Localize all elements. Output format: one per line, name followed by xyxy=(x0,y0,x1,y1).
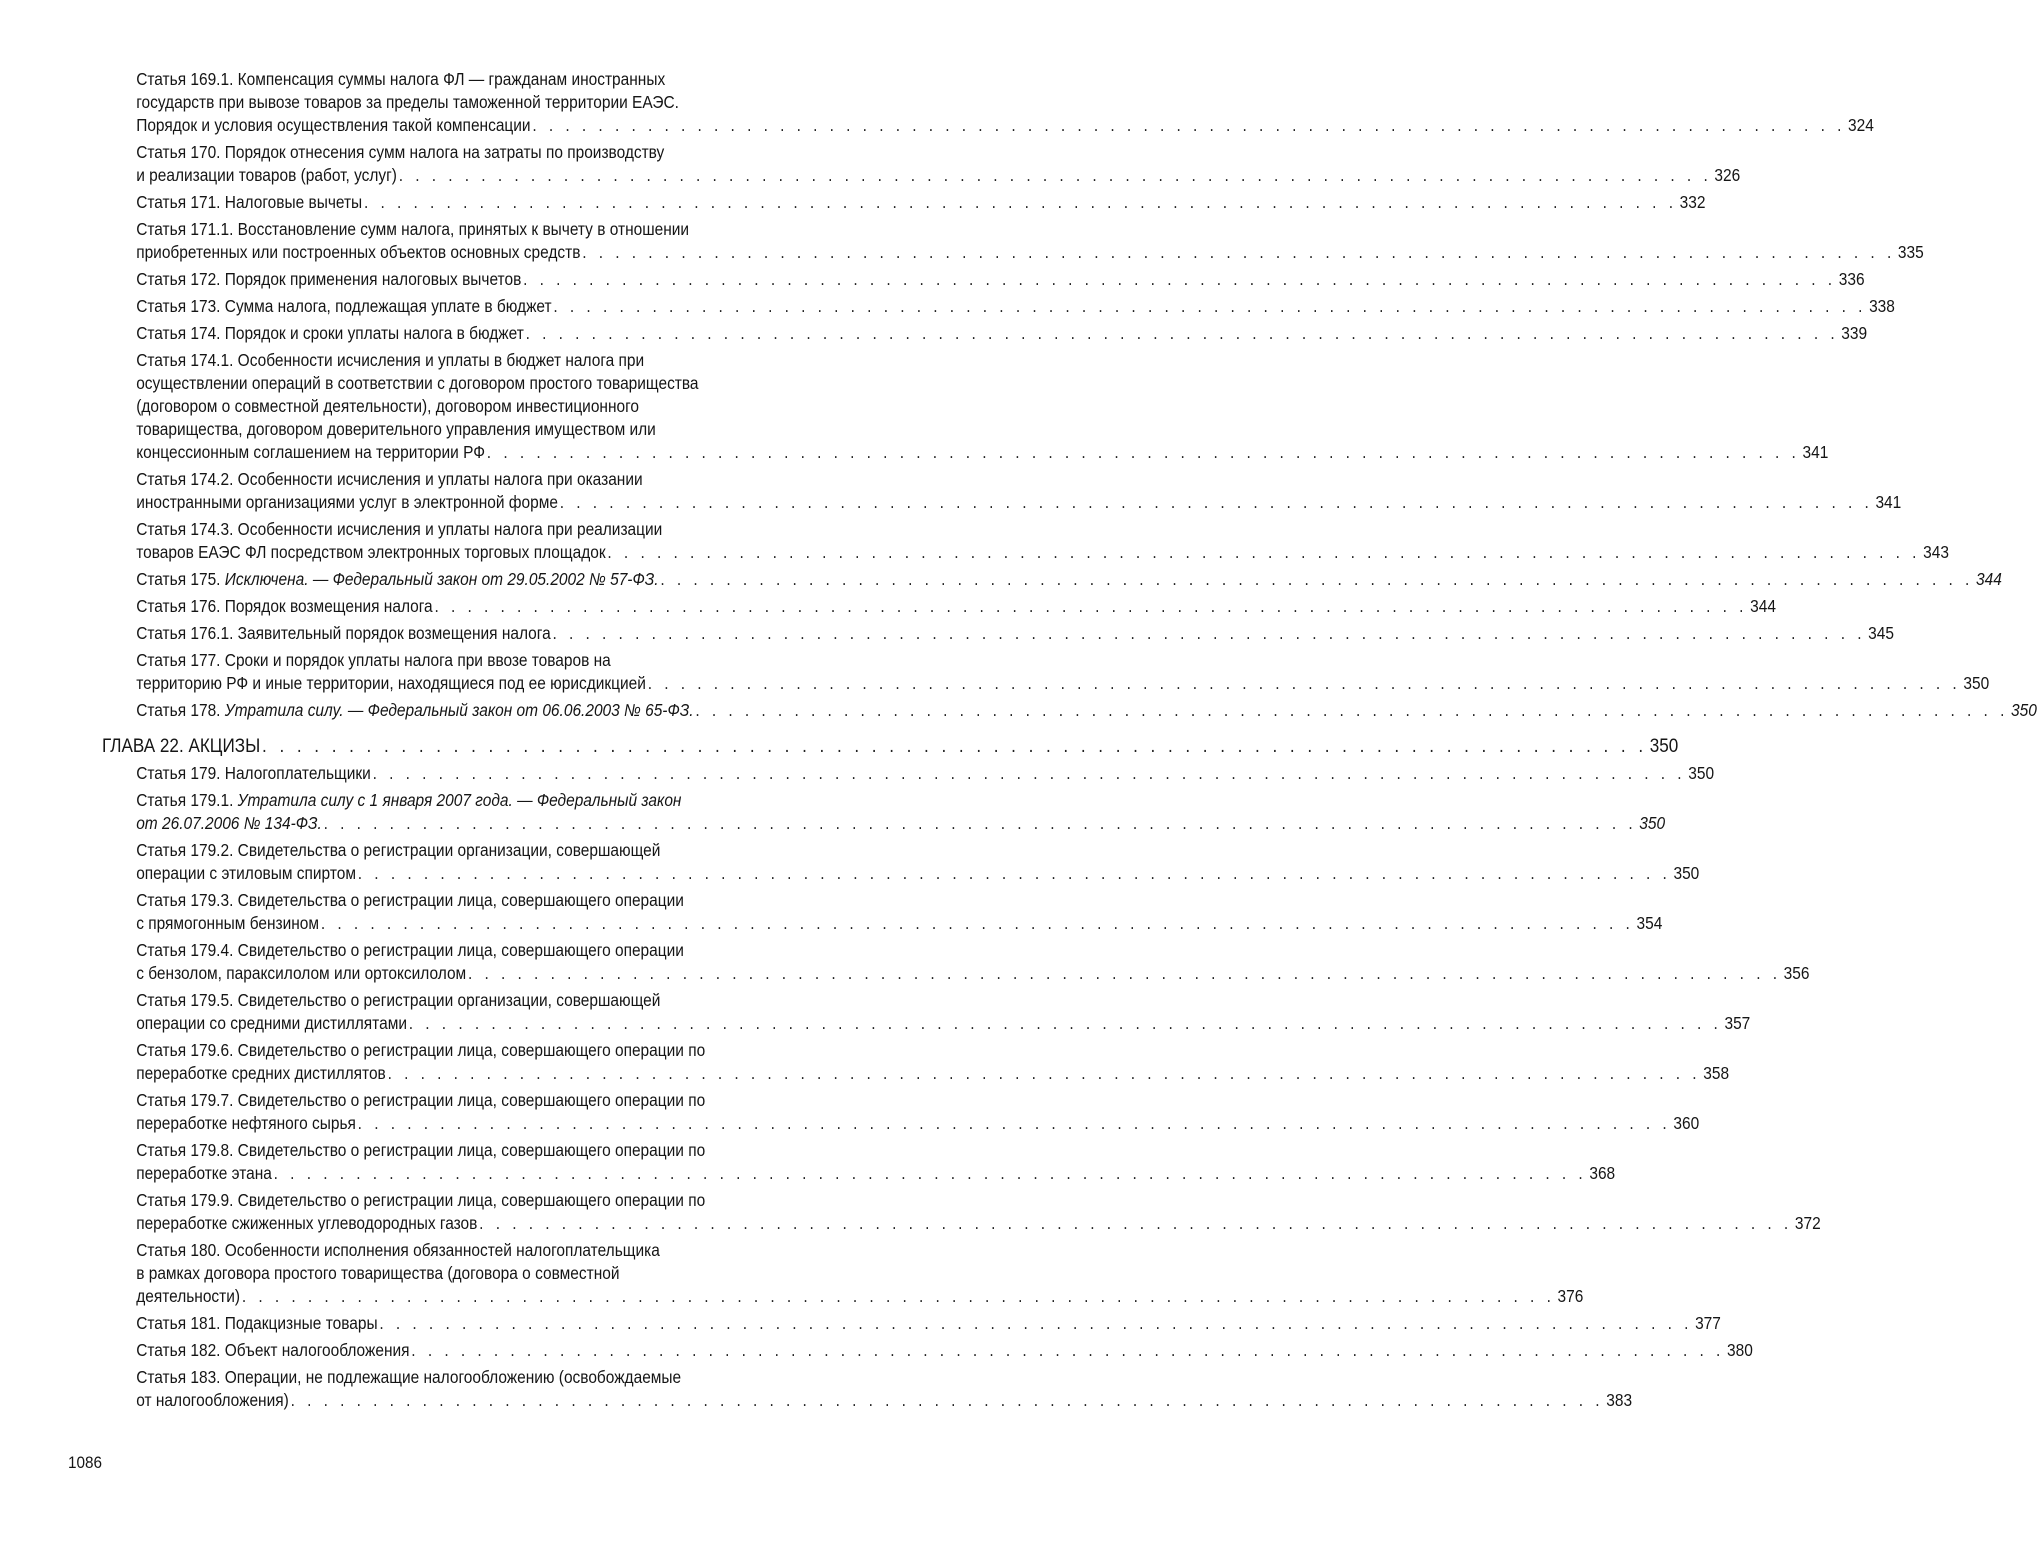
toc-entry xyxy=(102,218,1924,264)
dot-leader: . . . . . . . . . . . . . . . . . . . . . . . . . . . . . . . . . . . . . . . . . . . . . . . . . . . . . . . . . . . . . . . . . . . . . . . . . . . . . . . . xyxy=(525,323,1839,343)
dot-leader: . . . . . . . . . . . . . . . . . . . . . . . . . . . . . . . . . . . . . . . . . . . . . . . . . . . . . . . . . . . . . . . . . . . . . . . . . . . . . . . . xyxy=(434,596,1748,616)
toc-entry-text: Статья 179.6. Свидетельство о регистрации лица, совершающего операции по xyxy=(136,1040,706,1060)
toc-entry xyxy=(102,1339,1753,1362)
toc-entry-line xyxy=(136,349,908,372)
toc-entry-line xyxy=(136,91,908,114)
toc-entry-last-line xyxy=(136,1339,1753,1362)
toc-entry-text: Статья 179.3. Свидетельства о регистрации лица, совершающего операции xyxy=(136,890,684,910)
toc-entry-text: от налогообложения) xyxy=(136,1390,289,1410)
toc-entry-line xyxy=(136,989,908,1012)
toc-page-number: 345 xyxy=(1868,623,1894,643)
toc-page-number: 357 xyxy=(1724,1013,1751,1033)
toc-entry-text: с бензолом, параксилолом или ортоксилолом xyxy=(136,963,467,983)
toc-entry-text: с прямогонным бензином xyxy=(136,913,320,933)
toc-entry-text: Статья 182. Объект налогообложения xyxy=(136,1340,410,1360)
toc-entry-line xyxy=(136,141,908,164)
toc-entry-text: Статья 179.8. Свидетельство о регистрации лица, совершающего операции по xyxy=(136,1140,706,1160)
toc-entry-last-line xyxy=(136,295,1895,318)
toc-page-number: 360 xyxy=(1673,1113,1700,1133)
toc-entry-text: приобретенных или построенных объектов основных средств xyxy=(136,242,581,262)
toc-page-number: 343 xyxy=(1923,542,1949,562)
toc-entry-last-line xyxy=(136,1112,1700,1135)
toc-entry xyxy=(102,939,1810,985)
dot-leader: . . . . . . . . . . . . . . . . . . . . . . . . . . . . . . . . . . . . . . . . . . . . . . . . . . . . . . . . . . . . . . . . . . . . . . . . . . . . . . . . xyxy=(357,863,1671,883)
toc-page-number: 377 xyxy=(1695,1313,1721,1333)
dot-leader: . . . . . . . . . . . . . . . . . . . . . . . . . . . . . . . . . . . . . . . . . . . . . . . . . . . . . . . . . . . . . . . . . . . . . . . . . . . . . . . . xyxy=(320,913,1634,933)
toc-entry-last-line xyxy=(136,862,1700,885)
dot-leader: . . . . . . . . . . . . . . . . . . . . . . . . . . . . . . . . . . . . . . . . . . . . . . . . . . . . . . . . . . . . . . . . . . . . . . . . . . . . . . . . xyxy=(523,269,1837,289)
toc-entry-text: Статья 181. Подакцизные товары xyxy=(136,1313,378,1333)
toc-entry-text: Статья 171. Налоговые вычеты xyxy=(136,192,363,212)
toc-entry-line xyxy=(136,468,908,491)
toc-entry xyxy=(102,889,1663,935)
toc-entry-text: Статья 177. Сроки и порядок уплаты налога при ввозе товаров на xyxy=(136,650,611,670)
toc-entry-text: иностранными организациями услуг в электронной форме xyxy=(136,492,558,512)
toc-entry-text: и реализации товаров (работ, услуг) xyxy=(136,165,397,185)
toc-entry-last-line xyxy=(136,164,1741,187)
toc-entry-last-line xyxy=(136,622,1894,645)
toc-entry-text: Статья 174.2. Особенности исчисления и уплаты налога при оказании xyxy=(136,469,643,489)
toc-entry-last-line xyxy=(136,812,1666,835)
toc-page-number: 350 xyxy=(1649,736,1679,757)
toc-entry-last-line xyxy=(136,912,1663,935)
toc-entry-line xyxy=(136,1089,908,1112)
toc-page-number: 338 xyxy=(1869,296,1895,316)
toc-entry-text: Статья 174. Порядок и сроки уплаты налога в бюджет xyxy=(136,323,524,343)
toc-page-number: 339 xyxy=(1841,323,1868,343)
toc-page-number: 350 xyxy=(2011,700,2037,720)
toc-entry xyxy=(102,191,1706,214)
toc-entry-last-line xyxy=(136,1285,1584,1308)
toc-entry-text: переработке средних дистиллятов xyxy=(136,1063,386,1083)
toc-entry-text: Порядок и условия осуществления такой компенсации xyxy=(136,115,531,135)
toc-entry-text: товарищества, договором доверительного управления имуществом или xyxy=(136,419,656,439)
toc-entry-last-line xyxy=(136,491,1902,514)
toc-entry-last-line xyxy=(136,114,1874,137)
toc-entry-text: (договором о совместной деятельности), договором инвестиционного xyxy=(136,396,640,416)
page-number: 1086 xyxy=(68,1453,103,1472)
toc-entry-text: операции со средними дистиллятами xyxy=(136,1013,407,1033)
toc-page-number: 354 xyxy=(1636,913,1663,933)
toc-entry xyxy=(102,268,1865,291)
toc-entry-last-line xyxy=(136,672,1990,695)
dot-leader: . . . . . . . . . . . . . . . . . . . . . . . . . . . . . . . . . . . . . . . . . . . . . . . . . . . . . . . . . . . . . . . . . . . . . . . . . . . . . . . . xyxy=(262,736,1648,757)
toc-page-number: 341 xyxy=(1875,492,1902,512)
toc-entry-line xyxy=(136,1039,908,1062)
toc-entry-text: Статья 171.1. Восстановление сумм налога, принятых к вычету в отношении xyxy=(136,219,690,239)
toc-entry xyxy=(102,1239,1584,1308)
dot-leader: . . . . . . . . . . . . . . . . . . . . . . . . . . . . . . . . . . . . . . . . . . . . . . . . . . . . . . . . . . . . . . . . . . . . . . . . . . . . . . . . xyxy=(607,542,1921,562)
toc-entry-text: ГЛАВА 22. АКЦИЗЫ xyxy=(102,736,261,757)
toc-entry xyxy=(102,595,1776,618)
toc-entry-text: в рамках договора простого товарищества (договора о совместной xyxy=(136,1263,620,1283)
toc-page-number: 324 xyxy=(1848,115,1874,135)
dot-leader: . . . . . . . . . . . . . . . . . . . . . . . . . . . . . . . . . . . . . . . . . . . . . . . . . . . . . . . . . . . . . . . . . . . . . . . . . . . . . . . . xyxy=(559,492,1873,512)
toc-entry-text: Статья 176.1. Заявительный порядок возмещения налога xyxy=(136,623,551,643)
toc-entry-prefix: Статья 179.1. xyxy=(136,790,238,810)
dot-leader: . . . . . . . . . . . . . . . . . . . . . . . . . . . . . . . . . . . . . . . . . . . . . . . . . . . . . . . . . . . . . . . . . . . . . . . . . . . . . . . . xyxy=(479,1213,1793,1233)
toc-entry xyxy=(102,622,1894,645)
dot-leader: . . . . . . . . . . . . . . . . . . . . . . . . . . . . . . . . . . . . . . . . . . . . . . . . . . . . . . . . . . . . . . . . . . . . . . . . . . . . . . . . xyxy=(467,963,1781,983)
table-of-contents xyxy=(102,68,2037,1416)
toc-entry-text: Статья 174.1. Особенности исчисления и уплаты в бюджет налога при xyxy=(136,350,645,370)
toc-entry-text: Статья 180. Особенности исполнения обязанностей налогоплательщика xyxy=(136,1240,660,1260)
toc-page-number: 350 xyxy=(1639,813,1666,833)
toc-entry-last-line xyxy=(136,1389,1633,1412)
toc-entry-text: Статья 179.2. Свидетельства о регистрации организации, совершающей xyxy=(136,840,661,860)
toc-page-number: 350 xyxy=(1688,763,1715,783)
toc-entry-last-line xyxy=(102,735,1679,758)
toc-entry-text: Статья 179.4. Свидетельство о регистрации лица, совершающего операции xyxy=(136,940,684,960)
toc-entry-line xyxy=(136,395,908,418)
dot-leader: . . . . . . . . . . . . . . . . . . . . . . . . . . . . . . . . . . . . . . . . . . . . . . . . . . . . . . . . . . . . . . . . . . . . . . . . . . . . . . . . xyxy=(357,1113,1671,1133)
toc-page-number: 344 xyxy=(1750,596,1776,616)
dot-leader: . . . . . . . . . . . . . . . . . . . . . . . . . . . . . . . . . . . . . . . . . . . . . . . . . . . . . . . . . . . . . . . . . . . . . . . . . . . . . . . . xyxy=(363,192,1677,212)
toc-entry-text: территорию РФ и иные территории, находящиеся под ее юрисдикцией xyxy=(136,673,646,693)
dot-leader: . . . . . . . . . . . . . . . . . . . . . . . . . . . . . . . . . . . . . . . . . . . . . . . . . . . . . . . . . . . . . . . . . . . . . . . . . . . . . . . . xyxy=(290,1390,1604,1410)
dot-leader: . . . . . . . . . . . . . . . . . . . . . . . . . . . . . . . . . . . . . . . . . . . . . . . . . . . . . . . . . . . . . . . . . . . . . . . . . . . . . . . . xyxy=(553,296,1867,316)
toc-entry xyxy=(102,1366,1633,1412)
toc-entry-text: Утратила силу с 1 января 2007 года. — Федеральный закон xyxy=(237,790,682,810)
toc-entry-text: Статья 179.7. Свидетельство о регистрации лица, совершающего операции по xyxy=(136,1090,706,1110)
toc-entry xyxy=(102,518,1949,564)
toc-entry-line xyxy=(136,649,908,672)
toc-entry xyxy=(102,322,1868,345)
toc-entry-last-line xyxy=(136,268,1865,291)
toc-page-number: 368 xyxy=(1589,1163,1616,1183)
toc-entry-text: Утратила силу. — Федеральный закон от 06.06.2003 № 65-ФЗ. xyxy=(224,700,694,720)
toc-entry xyxy=(102,989,1751,1035)
toc-entry-last-line xyxy=(136,962,1810,985)
dot-leader: . . . . . . . . . . . . . . . . . . . . . . . . . . . . . . . . . . . . . . . . . . . . . . . . . . . . . . . . . . . . . . . . . . . . . . . . . . . . . . . . xyxy=(695,700,2009,720)
toc-entry-last-line xyxy=(136,699,2037,722)
dot-leader: . . . . . . . . . . . . . . . . . . . . . . . . . . . . . . . . . . . . . . . . . . . . . . . . . . . . . . . . . . . . . . . . . . . . . . . . . . . . . . . . xyxy=(660,569,1974,589)
toc-entry-text: Статья 172. Порядок применения налоговых вычетов xyxy=(136,269,522,289)
toc-entry xyxy=(102,1189,1821,1235)
toc-entry-text: Статья 169.1. Компенсация суммы налога ФЛ — гражданам иностранных xyxy=(136,69,666,89)
toc-entry xyxy=(102,839,1700,885)
dot-leader: . . . . . . . . . . . . . . . . . . . . . . . . . . . . . . . . . . . . . . . . . . . . . . . . . . . . . . . . . . . . . . . . . . . . . . . . . . . . . . . . xyxy=(387,1063,1701,1083)
toc-entry-line xyxy=(136,1189,908,1212)
toc-entry xyxy=(102,295,1895,318)
toc-entry-last-line xyxy=(136,1312,1721,1335)
toc-entry xyxy=(102,1312,1721,1335)
toc-entry-last-line xyxy=(136,762,1715,785)
toc-page-number: 383 xyxy=(1606,1390,1633,1410)
dot-leader: . . . . . . . . . . . . . . . . . . . . . . . . . . . . . . . . . . . . . . . . . . . . . . . . . . . . . . . . . . . . . . . . . . . . . . . . . . . . . . . . xyxy=(323,813,1637,833)
toc-entry-text: Статья 176. Порядок возмещения налога xyxy=(136,596,433,616)
toc-entry-prefix: Статья 175. xyxy=(136,569,225,589)
toc-page-number: 336 xyxy=(1838,269,1865,289)
toc-entry xyxy=(102,699,2037,722)
toc-entry-line xyxy=(136,68,908,91)
dot-leader: . . . . . . . . . . . . . . . . . . . . . . . . . . . . . . . . . . . . . . . . . . . . . . . . . . . . . . . . . . . . . . . . . . . . . . . . . . . . . . . . xyxy=(273,1163,1587,1183)
toc-entry-text: переработке этана xyxy=(136,1163,272,1183)
toc-page-number: 376 xyxy=(1557,1286,1584,1306)
toc-entry-text: переработке сжиженных углеводородных газов xyxy=(136,1213,478,1233)
toc-entry-text: Статья 179.9. Свидетельство о регистрации лица, совершающего операции по xyxy=(136,1190,706,1210)
toc-entry-prefix: Статья 178. xyxy=(136,700,225,720)
toc-entry-text: Статья 174.3. Особенности исчисления и уплаты налога при реализации xyxy=(136,519,663,539)
toc-entry-text: Статья 170. Порядок отнесения сумм налога на затраты по производству xyxy=(136,142,665,162)
dot-leader: . . . . . . . . . . . . . . . . . . . . . . . . . . . . . . . . . . . . . . . . . . . . . . . . . . . . . . . . . . . . . . . . . . . . . . . . . . . . . . . . xyxy=(411,1340,1725,1360)
toc-page-number: 326 xyxy=(1714,165,1741,185)
toc-entry xyxy=(102,1089,1700,1135)
toc-entry-line xyxy=(136,939,908,962)
toc-entry-line xyxy=(136,1239,908,1262)
toc-entry-line xyxy=(136,789,908,812)
toc-entry-line xyxy=(136,1366,908,1389)
toc-entry-text: переработке нефтяного сырья xyxy=(136,1113,356,1133)
toc-entry-text: Статья 173. Сумма налога, подлежащая уплате в бюджет xyxy=(136,296,552,316)
dot-leader: . . . . . . . . . . . . . . . . . . . . . . . . . . . . . . . . . . . . . . . . . . . . . . . . . . . . . . . . . . . . . . . . . . . . . . . . . . . . . . . . xyxy=(552,623,1866,643)
toc-entry-last-line xyxy=(136,322,1868,345)
toc-entry xyxy=(102,762,1715,785)
toc-entry-last-line xyxy=(136,1212,1821,1235)
toc-entry-line xyxy=(136,1262,908,1285)
toc-page-number: 332 xyxy=(1679,192,1706,212)
toc-entry xyxy=(102,1039,1730,1085)
toc-page-number: 372 xyxy=(1794,1213,1821,1233)
dot-leader: . . . . . . . . . . . . . . . . . . . . . . . . . . . . . . . . . . . . . . . . . . . . . . . . . . . . . . . . . . . . . . . . . . . . . . . . . . . . . . . . xyxy=(582,242,1896,262)
toc-entry-last-line xyxy=(136,568,2002,591)
dot-leader: . . . . . . . . . . . . . . . . . . . . . . . . . . . . . . . . . . . . . . . . . . . . . . . . . . . . . . . . . . . . . . . . . . . . . . . . . . . . . . . . xyxy=(241,1286,1555,1306)
toc-entry-text: осуществлении операций в соответствии с договором простого товарищества xyxy=(136,373,699,393)
toc-entry xyxy=(102,68,1874,137)
toc-entry-text: государств при вывозе товаров за пределы таможенной территории ЕАЭС. xyxy=(136,92,679,112)
toc-entry-text: от 26.07.2006 № 134-ФЗ. xyxy=(136,813,322,833)
toc-entry-last-line xyxy=(136,1062,1730,1085)
toc-page-number: 341 xyxy=(1802,442,1829,462)
toc-entry-text: товаров ЕАЭС ФЛ посредством электронных торговых площадок xyxy=(136,542,606,562)
toc-entry-last-line xyxy=(136,541,1949,564)
toc-page-number: 335 xyxy=(1897,242,1924,262)
toc-entry xyxy=(102,789,1666,835)
toc-entry-line xyxy=(136,518,908,541)
toc-entry-line xyxy=(136,889,908,912)
toc-entry-last-line xyxy=(136,1012,1751,1035)
toc-entry-line xyxy=(136,839,908,862)
toc-entry-last-line xyxy=(136,595,1776,618)
dot-leader: . . . . . . . . . . . . . . . . . . . . . . . . . . . . . . . . . . . . . . . . . . . . . . . . . . . . . . . . . . . . . . . . . . . . . . . . . . . . . . . . xyxy=(486,442,1800,462)
dot-leader: . . . . . . . . . . . . . . . . . . . . . . . . . . . . . . . . . . . . . . . . . . . . . . . . . . . . . . . . . . . . . . . . . . . . . . . . . . . . . . . . xyxy=(372,763,1686,783)
toc-entry xyxy=(102,468,1902,514)
toc-page-number: 358 xyxy=(1703,1063,1730,1083)
toc-entry-last-line xyxy=(136,1162,1616,1185)
toc-entry-line xyxy=(136,418,908,441)
toc-page-number: 380 xyxy=(1726,1340,1753,1360)
toc-entry-text: операции с этиловым спиртом xyxy=(136,863,356,883)
toc-page-number: 356 xyxy=(1783,963,1810,983)
toc-chapter-entry xyxy=(102,735,1679,758)
dot-leader: . . . . . . . . . . . . . . . . . . . . . . . . . . . . . . . . . . . . . . . . . . . . . . . . . . . . . . . . . . . . . . . . . . . . . . . . . . . . . . . . xyxy=(647,673,1961,693)
toc-entry xyxy=(102,649,1990,695)
toc-entry-text: деятельности) xyxy=(136,1286,241,1306)
toc-entry-text: Статья 179. Налогоплательщики xyxy=(136,763,371,783)
toc-entry-text: Статья 179.5. Свидетельство о регистрации организации, совершающей xyxy=(136,990,661,1010)
toc-entry-line xyxy=(136,372,908,395)
dot-leader: . . . . . . . . . . . . . . . . . . . . . . . . . . . . . . . . . . . . . . . . . . . . . . . . . . . . . . . . . . . . . . . . . . . . . . . . . . . . . . . . xyxy=(532,115,1846,135)
toc-entry-text: концессионным соглашением на территории РФ xyxy=(136,442,486,462)
dot-leader: . . . . . . . . . . . . . . . . . . . . . . . . . . . . . . . . . . . . . . . . . . . . . . . . . . . . . . . . . . . . . . . . . . . . . . . . . . . . . . . . xyxy=(398,165,1712,185)
dot-leader: . . . . . . . . . . . . . . . . . . . . . . . . . . . . . . . . . . . . . . . . . . . . . . . . . . . . . . . . . . . . . . . . . . . . . . . . . . . . . . . . xyxy=(379,1313,1693,1333)
toc-entry-last-line xyxy=(136,441,1829,464)
dot-leader: . . . . . . . . . . . . . . . . . . . . . . . . . . . . . . . . . . . . . . . . . . . . . . . . . . . . . . . . . . . . . . . . . . . . . . . . . . . . . . . . xyxy=(408,1013,1722,1033)
toc-page-number: 344 xyxy=(1976,569,2002,589)
toc-entry-line xyxy=(136,1139,908,1162)
toc-entry-last-line xyxy=(136,191,1706,214)
toc-entry xyxy=(102,568,2002,591)
toc-entry xyxy=(102,141,1741,187)
toc-entry-last-line xyxy=(136,241,1924,264)
toc-entry-text: Исключена. — Федеральный закон от 29.05.2002 № 57-ФЗ. xyxy=(224,569,659,589)
toc-page-number: 350 xyxy=(1963,673,1990,693)
toc-entry-line xyxy=(136,218,908,241)
toc-entry-text: Статья 183. Операции, не подлежащие налогообложению (освобождаемые xyxy=(136,1367,682,1387)
toc-page-number: 350 xyxy=(1673,863,1700,883)
toc-entry xyxy=(102,349,1829,464)
toc-entry xyxy=(102,1139,1616,1185)
